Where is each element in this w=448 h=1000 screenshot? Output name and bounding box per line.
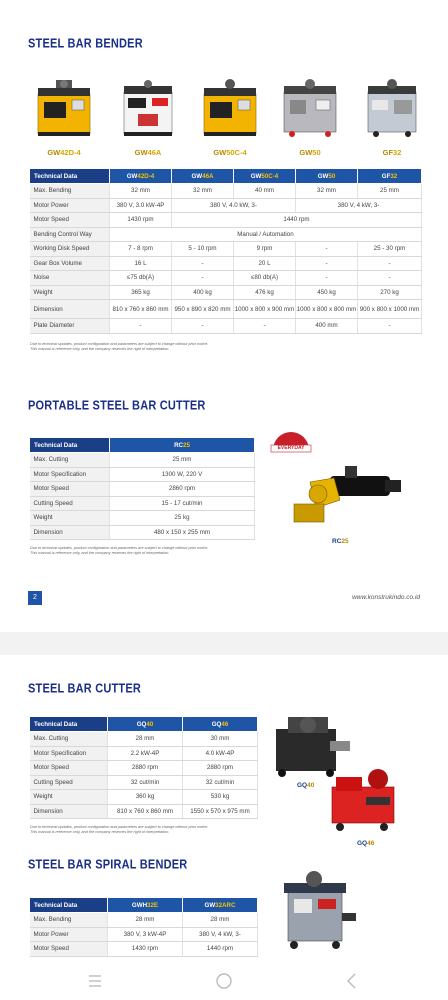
table-row: Motor Speed 1430 rpm 1440 rpm: [30, 213, 422, 228]
bender-machine-image: [200, 76, 260, 140]
bender-machine-image: [118, 76, 178, 140]
table-row: Motor Speed 2880 rpm 2880 rpm: [30, 761, 258, 776]
bender-machine-image: [280, 76, 340, 140]
page-number: 2: [28, 591, 42, 605]
table-row: Weight 365 kg 400 kg 476 kg 450 kg 270 kg: [30, 285, 422, 300]
table-row: Max. Bending 28 mm 28 mm: [30, 913, 258, 928]
table-row: Bending Control Way Manual / Automation: [30, 227, 422, 242]
table-row: Working Disk Speed 7 - 8 rpm 5 - 10 rpm 9 rpm - 25 - 30 rpm: [30, 242, 422, 257]
table-row: Cutting Speed 32 cut/min 32 cut/min: [30, 775, 258, 790]
gq40-caption: GQ40: [297, 782, 315, 789]
gq46-caption: GQ46: [357, 840, 375, 847]
product-image-row: GW42D-4 GW46A GW50C-4 GW50 GF32: [22, 70, 430, 165]
bender-machine-image: [362, 76, 422, 140]
table-row: Motor Speed 1430 rpm 1440 rpm: [30, 942, 258, 957]
table-row: Dimension 810 x 760 x 860 mm 950 x 890 x 820 mm 1000 x 800 x 900 mm 1000 x 800 x 800 mm 900 x 800 x 1000 mm: [30, 300, 422, 319]
table-row: Dimension 480 x 150 x 255 mm: [30, 525, 255, 540]
rc25-cutter-image[interactable]: [290, 460, 405, 532]
section-title-steel-bar-bender: STEEL BAR BENDER: [28, 37, 143, 51]
rc25-spec-table: [29, 437, 255, 540]
gq46-cutter-image[interactable]: [326, 763, 406, 835]
table-row: Motor Power 380 V, 3.0 kW-4P 380 V, 4.0 kW, 3- 380 V, 4 kW, 3-: [30, 198, 422, 213]
disclaimer-note: Due to technical updates, product configuration and parameters are subject to change without prior notice. This manual is reference only, and the company reserves the right of interpretation.: [30, 546, 209, 555]
section-title-portable-cutter: PORTABLE STEEL BAR CUTTER: [28, 399, 206, 413]
table-row: Weight 360 kg 530 kg: [30, 790, 258, 805]
table-row: Cutting Speed 15 - 17 cut/min: [30, 496, 255, 511]
rc25-caption: RC25: [332, 538, 349, 545]
table-row: Noise ≤75 db(A) - ≤80 db(A) - -: [30, 271, 422, 286]
table-row: Dimension 810 x 760 x 860 mm 1550 x 570 x 975 mm: [30, 804, 258, 819]
table-header-row: Technical Data GW42D-4 GW46A GW50C-4 GW50 GF32: [30, 169, 422, 184]
table-row: Max. Cutting 28 mm 30 mm: [30, 732, 258, 747]
back-icon[interactable]: [343, 972, 361, 990]
table-header-row: Technical Data GQ40 GQ46: [30, 717, 258, 732]
table-row: Gear Box Volume 16 L - 20 L - -: [30, 256, 422, 271]
catalog-page-3: [0, 655, 448, 1000]
table-row: Motor Speed 2860 rpm: [30, 482, 255, 497]
section-title-spiral-bender: STEEL BAR SPIRAL BENDER: [28, 858, 188, 872]
table-row: Plate Diameter - - - 400 mm -: [30, 319, 422, 334]
table-row: Motor Specification 1300 W, 220 V: [30, 467, 255, 482]
table-row: Max. Bending 32 mm 32 mm 40 mm 32 mm 25 mm: [30, 184, 422, 199]
system-navigation-bar: [0, 962, 448, 1000]
section-title-steel-bar-cutter: STEEL BAR CUTTER: [28, 682, 142, 696]
recent-apps-icon[interactable]: [86, 972, 104, 990]
table-header-row: Technical Data GWH32E GW32ARC: [30, 898, 258, 913]
website-url: www.konstrukindo.co.id: [352, 594, 420, 601]
bender-machine-image: [34, 76, 94, 140]
table-row: Motor Specification 2.2 kW-4P 4.0 kW-4P: [30, 746, 258, 761]
gq-spec-table: [29, 716, 258, 819]
table-header-row: Technical Data RC25: [30, 438, 255, 453]
table-row: Weight 25 kg: [30, 511, 255, 526]
bender-spec-table: [29, 168, 422, 334]
home-icon[interactable]: [215, 972, 233, 990]
disclaimer-note: Due to technical updates, product configuration and parameters are subject to change without prior notice. This manual is reference only, and the company reserves the right of interpretation.: [30, 342, 209, 351]
spiral-spec-table: [29, 897, 258, 957]
table-row: Motor Power 380 V, 3 kW-4P 380 V, 4 kW, 3-: [30, 927, 258, 942]
disclaimer-note: Due to technical updates, product configuration and parameters are subject to change without prior notice. This manual is reference only, and the company reserves the right of interpretation.: [30, 825, 209, 834]
spiral-bender-image[interactable]: [280, 867, 360, 955]
brand-badge: EVERYDAY: [270, 428, 312, 454]
table-row: Max. Cutting 25 mm: [30, 453, 255, 468]
